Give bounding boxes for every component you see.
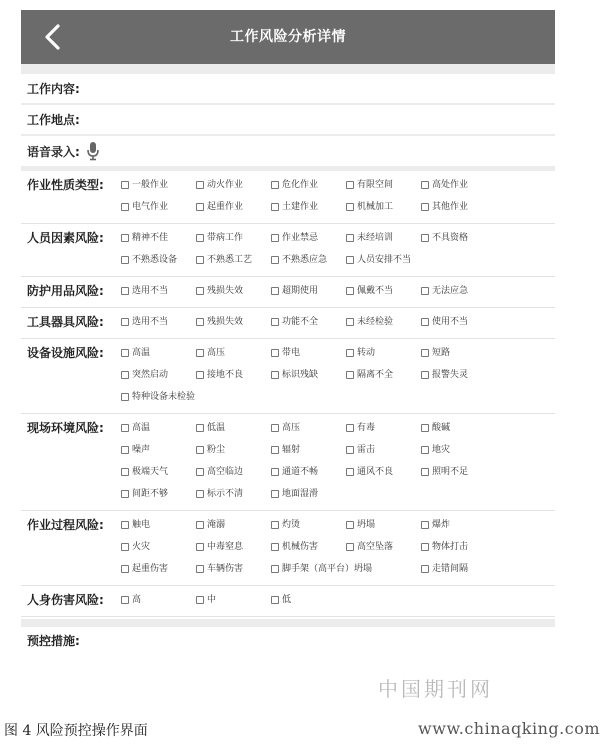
checkbox-option[interactable] [121,539,196,555]
option-label: 噪声 [132,445,151,455]
option-label: 灼烫 [282,520,301,530]
checkbox-icon[interactable] [421,318,429,326]
option-label: 使用不当 [432,317,469,327]
option-label: 超期使用 [282,286,319,296]
checkbox-option[interactable] [121,389,271,405]
divider-band [21,64,555,74]
option-label: 雷击 [357,445,376,455]
checkbox-option[interactable] [421,464,496,480]
checkbox-icon[interactable] [196,543,204,551]
checkbox-option[interactable] [271,464,346,480]
option-label: 通风不良 [357,467,394,477]
checkbox-icon[interactable] [346,349,354,357]
checkbox-icon[interactable] [271,490,279,498]
checkbox-icon[interactable] [196,521,204,529]
section-title: 作业性质类型: [27,178,104,192]
divider-band [21,619,555,627]
voice-input-field[interactable] [21,136,555,171]
checkbox-icon[interactable] [421,371,429,379]
option-label: 残损失效 [207,286,244,296]
checkbox-icon[interactable] [421,203,429,211]
checkbox-icon[interactable] [346,468,354,476]
checkbox-icon[interactable] [121,349,129,357]
checkbox-icon[interactable] [271,203,279,211]
checkbox-icon[interactable] [346,234,354,242]
option-label: 走错间隔 [432,564,469,574]
checkbox-option[interactable] [346,420,421,436]
checkbox-option[interactable] [421,561,496,577]
checkbox-icon[interactable] [121,256,129,264]
option-label: 高温 [132,423,151,433]
checkbox-option[interactable] [196,345,271,361]
option-group [121,314,496,330]
section-title: 防护用品风险: [27,284,104,298]
section-title: 工具器具风险: [27,315,104,329]
option-group [121,345,496,405]
option-label: 辐射 [282,445,301,455]
checkbox-icon[interactable] [421,521,429,529]
checkbox-icon[interactable] [196,234,204,242]
checkbox-icon[interactable] [421,287,429,295]
checkbox-icon[interactable] [421,181,429,189]
work-location-label: 工作地点: [27,113,80,127]
checkbox-icon[interactable] [196,490,204,498]
option-label: 酸碱 [432,423,451,433]
option-group [121,592,496,608]
checkbox-icon[interactable] [421,468,429,476]
checkbox-icon[interactable] [121,181,129,189]
checkbox-icon[interactable] [346,521,354,529]
checkbox-option[interactable] [346,367,421,383]
checkbox-option[interactable] [121,252,196,268]
checkbox-option[interactable] [346,314,421,330]
option-label: 标识残缺 [282,370,319,380]
checkbox-option[interactable] [196,561,271,577]
option-label: 高 [132,595,142,605]
checkbox-icon[interactable] [421,446,429,454]
checkbox-icon[interactable] [196,203,204,211]
checkbox-icon[interactable] [121,490,129,498]
checkbox-option[interactable] [196,517,271,533]
checkbox-option[interactable] [196,592,271,608]
risk-section [21,171,555,224]
checkbox-icon[interactable] [271,468,279,476]
checkbox-option[interactable] [121,367,196,383]
checkbox-icon[interactable] [196,424,204,432]
checkbox-icon[interactable] [196,349,204,357]
checkbox-icon[interactable] [121,371,129,379]
option-label: 不熟悉应急 [282,255,328,265]
checkbox-option[interactable] [121,199,196,215]
checkbox-option[interactable] [121,177,196,193]
option-label: 高压 [207,348,226,358]
risk-section [21,511,555,586]
checkbox-icon[interactable] [121,234,129,242]
watermark-logo-text: 中国期刊网 [378,677,493,701]
option-label: 带病工作 [207,233,244,243]
option-label: 地灾 [432,445,451,455]
checkbox-icon[interactable] [271,565,279,573]
checkbox-icon[interactable] [196,371,204,379]
risk-section [21,339,555,414]
option-label: 电气作业 [132,202,169,212]
checkbox-icon[interactable] [196,565,204,573]
checkbox-icon[interactable] [196,287,204,295]
checkbox-option[interactable] [271,420,346,436]
app-header [21,10,555,64]
checkbox-icon[interactable] [421,565,429,573]
checkbox-icon[interactable] [121,446,129,454]
option-label: 低 [282,595,292,605]
risk-sections [21,171,555,617]
checkbox-option[interactable] [271,539,346,555]
microphone-icon [86,141,100,161]
checkbox-icon[interactable] [271,446,279,454]
option-label: 带电 [282,348,301,358]
checkbox-option[interactable] [346,230,421,246]
precaution-label: 预控措施: [27,633,80,648]
checkbox-option[interactable] [196,199,271,215]
checkbox-icon[interactable] [346,181,354,189]
checkbox-option[interactable] [346,464,421,480]
checkbox-option[interactable] [196,442,271,458]
option-label: 选用不当 [132,286,169,296]
option-label: 特种设备未检验 [132,392,196,402]
checkbox-icon[interactable] [346,424,354,432]
checkbox-icon[interactable] [346,318,354,326]
option-label: 机械加工 [357,202,394,212]
checkbox-option[interactable] [271,345,346,361]
checkbox-icon[interactable] [121,565,129,573]
checkbox-icon[interactable] [421,234,429,242]
option-label: 淹溺 [207,520,226,530]
checkbox-icon[interactable] [196,468,204,476]
option-label: 起重伤害 [132,564,169,574]
checkbox-option[interactable] [271,561,421,577]
option-group [121,517,496,577]
checkbox-option[interactable] [196,486,271,502]
checkbox-option[interactable] [121,592,196,608]
checkbox-option[interactable] [421,230,496,246]
option-label: 突然启动 [132,370,169,380]
checkbox-option[interactable] [196,420,271,436]
option-label: 有毒 [357,423,376,433]
option-label: 脚手架（高平台）坍塌 [282,564,373,574]
risk-section [21,224,555,277]
checkbox-option[interactable] [346,539,421,555]
watermark-url: www.chinaqking.com [418,719,600,738]
checkbox-option[interactable] [196,177,271,193]
checkbox-icon[interactable] [346,371,354,379]
checkbox-option[interactable] [421,345,496,361]
checkbox-icon[interactable] [271,181,279,189]
checkbox-option[interactable] [121,486,196,502]
option-label: 高空临边 [207,467,244,477]
checkbox-icon[interactable] [271,521,279,529]
option-label: 地面湿滑 [282,489,319,499]
checkbox-option[interactable] [346,442,421,458]
checkbox-icon[interactable] [271,596,279,604]
checkbox-option[interactable] [196,464,271,480]
risk-section [21,308,555,339]
phone-screen [21,10,555,692]
checkbox-icon[interactable] [271,349,279,357]
option-group [121,177,496,215]
option-group [121,283,496,299]
option-label: 残损失效 [207,317,244,327]
checkbox-option[interactable] [421,442,496,458]
checkbox-icon[interactable] [121,393,129,401]
checkbox-icon[interactable] [346,287,354,295]
option-label: 有限空间 [357,180,394,190]
option-label: 其他作业 [432,202,469,212]
option-label: 高处作业 [432,180,469,190]
checkbox-option[interactable] [346,345,421,361]
option-label: 低温 [207,423,226,433]
option-label: 精神不佳 [132,233,169,243]
checkbox-option[interactable] [196,252,271,268]
checkbox-option[interactable] [121,517,196,533]
section-title: 人身伤害风险: [27,593,104,607]
checkbox-icon[interactable] [271,256,279,264]
checkbox-option[interactable] [271,486,346,502]
section-title: 现场环境风险: [27,421,104,435]
checkbox-icon[interactable] [271,424,279,432]
checkbox-option[interactable] [271,283,346,299]
option-label: 报警失灵 [432,370,469,380]
option-label: 接地不良 [207,370,244,380]
option-label: 通道不畅 [282,467,319,477]
checkbox-option[interactable] [421,283,496,299]
microphone-button[interactable] [86,141,100,161]
option-label: 高温 [132,348,151,358]
option-label: 中毒窒息 [207,542,244,552]
section-title: 作业过程风险: [27,518,104,532]
checkbox-option[interactable] [271,230,346,246]
risk-section [21,414,555,511]
checkbox-icon[interactable] [196,446,204,454]
checkbox-icon[interactable] [121,543,129,551]
checkbox-icon[interactable] [421,543,429,551]
checkbox-option[interactable] [271,442,346,458]
checkbox-option[interactable] [121,283,196,299]
checkbox-option[interactable] [421,517,496,533]
checkbox-icon[interactable] [121,203,129,211]
option-label: 中 [207,595,217,605]
checkbox-option[interactable] [196,230,271,246]
precaution-field[interactable] [21,627,555,653]
option-label: 照明不足 [432,467,469,477]
work-location-field[interactable] [21,105,555,136]
checkbox-option[interactable] [271,199,346,215]
checkbox-icon[interactable] [271,287,279,295]
checkbox-option[interactable] [421,539,496,555]
checkbox-icon[interactable] [421,349,429,357]
checkbox-option[interactable] [421,367,496,383]
checkbox-option[interactable] [196,539,271,555]
option-label: 高压 [282,423,301,433]
option-label: 不熟悉工艺 [207,255,253,265]
checkbox-option[interactable] [421,420,496,436]
checkbox-option[interactable] [121,561,196,577]
checkbox-option[interactable] [421,314,496,330]
checkbox-icon[interactable] [346,446,354,454]
option-label: 功能不全 [282,317,319,327]
checkbox-option[interactable] [346,283,421,299]
option-label: 未经检验 [357,317,394,327]
checkbox-option[interactable] [346,252,421,268]
option-label: 佩戴不当 [357,286,394,296]
checkbox-option[interactable] [346,517,421,533]
checkbox-icon[interactable] [271,234,279,242]
checkbox-icon[interactable] [346,256,354,264]
checkbox-icon[interactable] [421,424,429,432]
checkbox-option[interactable] [421,177,496,193]
checkbox-icon[interactable] [121,287,129,295]
option-label: 爆炸 [432,520,451,530]
option-label: 坍塌 [357,520,376,530]
checkbox-option[interactable] [271,517,346,533]
option-group [121,230,496,268]
checkbox-icon[interactable] [121,521,129,529]
section-title: 设备设施风险: [27,346,104,360]
option-label: 作业禁忌 [282,233,319,243]
option-label: 物体打击 [432,542,469,552]
checkbox-icon[interactable] [196,596,204,604]
option-label: 起重作业 [207,202,244,212]
option-label: 一般作业 [132,180,169,190]
option-label: 不熟悉设备 [132,255,178,265]
option-label: 触电 [132,520,151,530]
risk-section [21,586,555,617]
checkbox-option[interactable] [346,199,421,215]
checkbox-icon[interactable] [121,596,129,604]
option-label: 未经培训 [357,233,394,243]
option-label: 转动 [357,348,376,358]
checkbox-icon[interactable] [346,543,354,551]
option-label: 粉尘 [207,445,226,455]
checkbox-icon[interactable] [346,203,354,211]
checkbox-icon[interactable] [121,468,129,476]
checkbox-option[interactable] [121,345,196,361]
checkbox-icon[interactable] [271,371,279,379]
checkbox-option[interactable] [346,177,421,193]
checkbox-icon[interactable] [121,318,129,326]
option-label: 高空坠落 [357,542,394,552]
option-label: 极端天气 [132,467,169,477]
section-title: 人员因素风险: [27,231,104,245]
checkbox-icon[interactable] [196,256,204,264]
checkbox-option[interactable] [121,314,196,330]
option-label: 短路 [432,348,451,358]
work-content-field[interactable] [21,74,555,105]
option-label: 间距不够 [132,489,169,499]
option-label: 隔离不全 [357,370,394,380]
option-label: 土建作业 [282,202,319,212]
option-label: 标示不清 [207,489,244,499]
checkbox-option[interactable] [271,252,346,268]
option-label: 危化作业 [282,180,319,190]
checkbox-icon[interactable] [121,424,129,432]
option-label: 人员安排不当 [357,255,412,265]
option-label: 机械伤害 [282,542,319,552]
checkbox-option[interactable] [271,177,346,193]
option-label: 选用不当 [132,317,169,327]
checkbox-option[interactable] [196,314,271,330]
option-label: 车辆伤害 [207,564,244,574]
option-label: 火灾 [132,542,151,552]
risk-section [21,277,555,308]
checkbox-option[interactable] [121,230,196,246]
work-content-label: 工作内容: [27,82,80,96]
checkbox-icon[interactable] [196,318,204,326]
voice-input-label: 语音录入: [27,144,80,159]
checkbox-option[interactable] [271,367,346,383]
option-label: 不具资格 [432,233,469,243]
option-label: 无法应急 [432,286,469,296]
checkbox-icon[interactable] [271,543,279,551]
checkbox-option[interactable] [421,199,496,215]
option-label: 动火作业 [207,180,244,190]
checkbox-icon[interactable] [271,318,279,326]
figure-caption: 图 4 风险预控操作界面 [4,723,148,739]
checkbox-option[interactable] [196,367,271,383]
page-title: 工作风险分析详情 [230,29,346,45]
checkbox-option[interactable] [271,314,346,330]
checkbox-option[interactable] [121,442,196,458]
checkbox-option[interactable] [121,464,196,480]
checkbox-option[interactable] [121,420,196,436]
checkbox-option[interactable] [271,592,346,608]
checkbox-option[interactable] [196,283,271,299]
option-group [121,420,496,502]
checkbox-icon[interactable] [196,181,204,189]
